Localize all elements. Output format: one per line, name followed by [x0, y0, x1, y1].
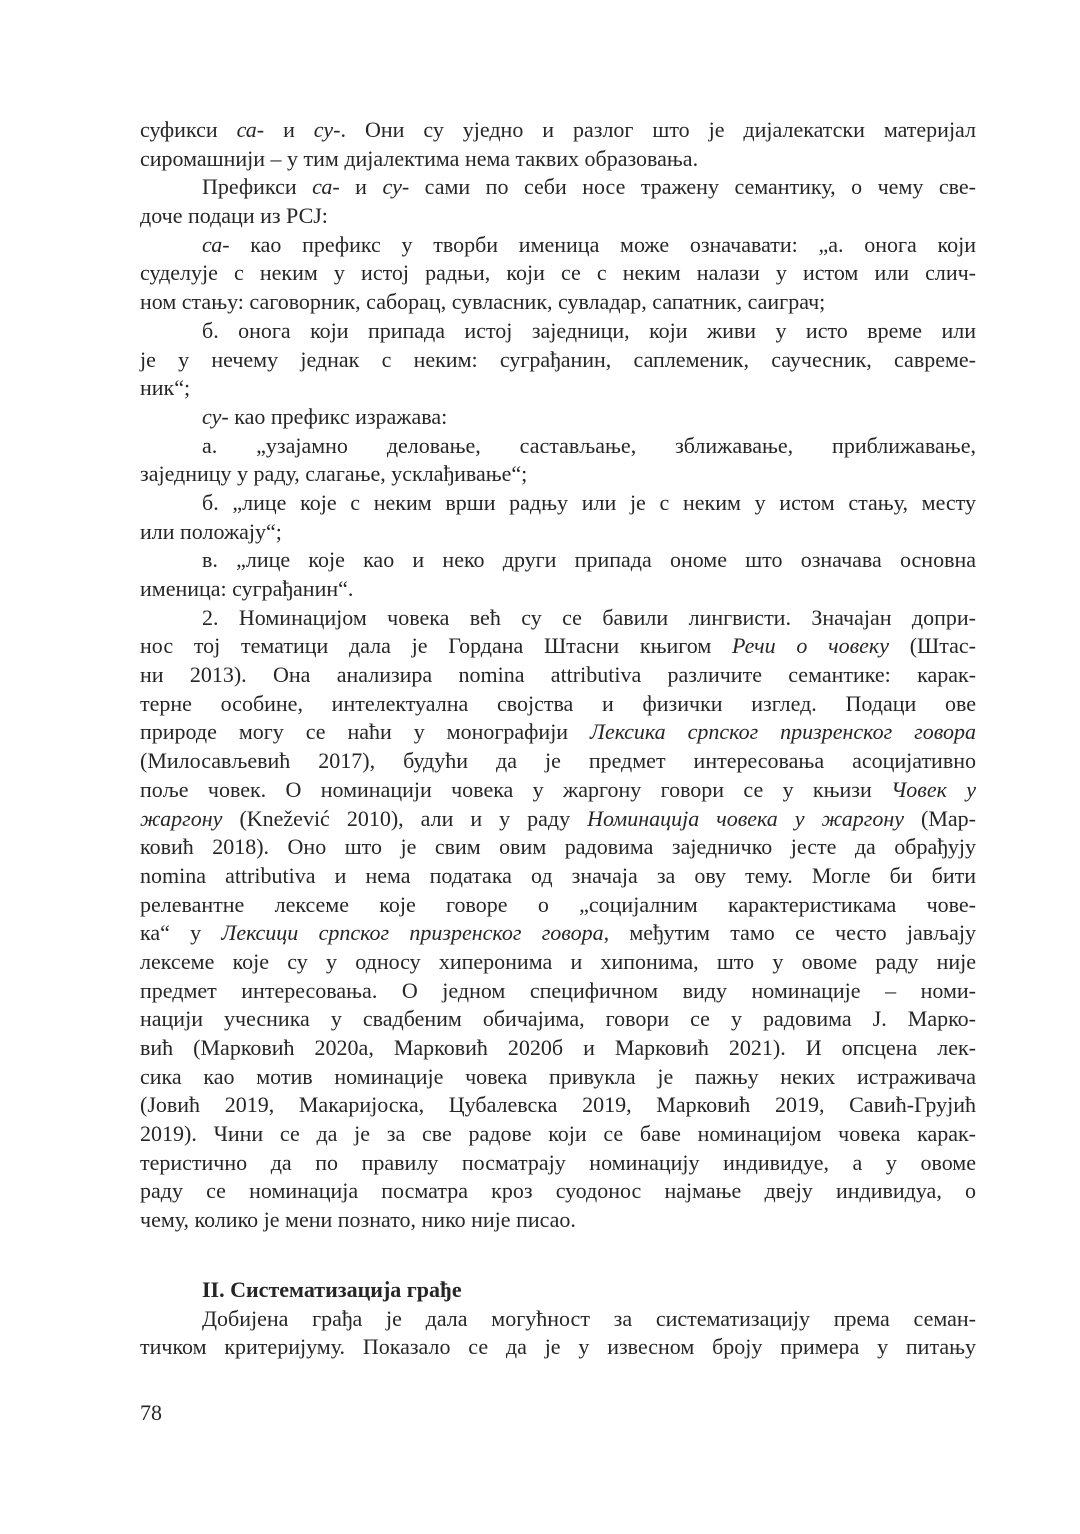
text-line	[140, 1120, 976, 1149]
text-segment: суфикси	[140, 117, 237, 142]
text-segment: . Они су уједно и разлог што је дијалекатски материјал	[340, 117, 976, 142]
text-line	[140, 718, 976, 747]
text-line	[140, 1305, 976, 1334]
italic-text: су-	[313, 117, 341, 142]
text-line	[140, 518, 976, 547]
text-line	[140, 145, 976, 174]
text-segment: 2. Номинацијом човека већ су се бавили лингвисти. Значајан допри-	[202, 604, 976, 630]
text-segment: нос тој тематици дала је Гордана Штасни књигом	[140, 633, 733, 659]
text-segment: ном стању: саговорник, саборац, сувласник, сувладар, сапатник, саиграч;	[140, 289, 826, 315]
text-segment: ковић 2018). Оно што је свим овим радовима заједничко јесте да обрађују	[140, 834, 976, 860]
text-line	[140, 432, 976, 461]
text-line	[140, 632, 976, 661]
text-line	[140, 862, 976, 891]
text-segment: терне особине, интелектуална својства и физички изглед. Подаци ове	[140, 690, 976, 716]
text-line	[140, 546, 976, 575]
text-segment: вић (Марковић 2020а, Марковић 2020б и Марковић 2021). И опсцена лек-	[140, 1035, 976, 1060]
text-segment: и	[264, 117, 314, 142]
text-segment: , међутим тамо се често јављају	[603, 920, 976, 946]
text-segment: чему, колико је мени познато, нико није писао.	[140, 1207, 576, 1233]
text-segment: релевантне лексеме које говоре о „социјалним карактеристикама чове-	[140, 891, 976, 917]
text-line	[140, 575, 976, 604]
text-line	[140, 1063, 976, 1092]
text-segment: тичком критеријуму. Показало се да је у извесном броју примера у питању	[140, 1334, 976, 1360]
text-line	[140, 231, 976, 260]
text-segment: Префикси	[202, 174, 313, 200]
text-line	[140, 202, 976, 231]
text-line	[140, 690, 976, 719]
text-line	[140, 489, 976, 518]
italic-text: Номинација човека у жаргону	[587, 805, 905, 831]
text-segment: 2019). Чини се да је за све радове који се баве номинацијом човека карак-	[140, 1121, 976, 1147]
text-line	[140, 288, 976, 317]
body-paragraphs	[140, 116, 976, 1235]
text-line	[140, 1091, 976, 1120]
text-line	[140, 374, 976, 403]
page-text	[140, 116, 976, 1362]
text-line	[140, 1149, 976, 1178]
text-segment: као префикс у творби именица може означавати: „а. онога који	[229, 231, 976, 257]
text-line	[140, 604, 976, 633]
text-line	[140, 919, 976, 948]
text-segment: б. онога који припада истој заједници, који живи у исто време или	[202, 317, 976, 343]
text-line	[140, 1034, 976, 1063]
text-segment: ник“;	[140, 375, 191, 401]
text-segment: а. „узајамно деловање, састављање, зближавање, приближавање,	[202, 432, 976, 458]
text-segment: ни 2013). Она анализира nomina attributiva различите семантике: карак-	[140, 662, 976, 688]
text-line	[140, 403, 976, 432]
text-line	[140, 460, 976, 489]
text-segment: је у нечему једнак с неким: суграђанин, саплеменик, саучесник, савреме-	[140, 346, 976, 372]
text-segment: раду се номинација посматра кроз суодонос најмање двеју индивидуа, о	[140, 1178, 976, 1204]
text-segment: нацији учесника у свадбеним обичајима, говори се у радовима Ј. Марко-	[140, 1006, 976, 1032]
text-line	[140, 116, 976, 145]
text-segment: (Штас-	[888, 633, 976, 659]
text-segment: сика као мотив номинације човека привукла је пажњу неких истраживача	[140, 1063, 976, 1089]
text-line	[140, 1177, 976, 1206]
text-segment: доче подаци из РСЈ:	[140, 203, 328, 229]
text-segment: Добијена грађа је дала могућност за систематизацију према семан-	[202, 1305, 976, 1331]
text-segment: (Јовић 2019, Макаријоска, Цубалевска 2019, Марковић 2019, Савић-Грујић	[140, 1092, 976, 1118]
text-segment: као префикс изражава:	[228, 403, 448, 429]
italic-text: са-	[312, 174, 340, 200]
page-number: 78	[140, 1400, 162, 1425]
text-segment: предмет интересовања. О једном специфичном виду номинације – номи-	[140, 977, 976, 1003]
section-paragraph	[140, 1305, 976, 1362]
section-heading: II. Систематизација грађе	[202, 1276, 462, 1302]
text-segment: природе могу се наћи у монографији	[140, 719, 591, 745]
text-line	[140, 833, 976, 862]
text-segment: именица: суграђанин“.	[140, 576, 354, 601]
text-line	[140, 747, 976, 776]
text-line	[140, 1206, 976, 1235]
text-line	[140, 1005, 976, 1034]
text-segment: лексеме које су у односу хиперонима и хипонима, што у овоме раду није	[140, 948, 976, 974]
italic-text: Речи о човеку	[732, 633, 889, 659]
text-line	[140, 805, 976, 834]
italic-text: Лексика српског призренског говора	[590, 719, 976, 745]
italic-text: су-	[382, 174, 410, 200]
text-segment: (Милосављевић 2017), будући да је предмет интересовања асоцијативно	[140, 748, 976, 774]
text-segment: (Мар-	[904, 805, 976, 831]
text-segment: теристично да по правилу посматрају номинацију индивидуе, а у овоме	[140, 1149, 976, 1175]
italic-text: су-	[202, 403, 229, 429]
text-line	[140, 259, 976, 288]
text-segment: (Knežević 2010), али и у раду	[222, 805, 588, 831]
text-segment: заједницу у раду, слагање, усклађивање“;	[140, 461, 528, 487]
text-segment: в. „лице које као и неко други припада ономе што означава основна	[202, 547, 976, 573]
text-segment: сиромашнији – у тим дијалектима нема таквих образовања.	[140, 145, 699, 171]
text-line	[140, 661, 976, 690]
text-line	[140, 317, 976, 346]
text-segment: ка“ у	[140, 920, 222, 946]
text-line	[140, 977, 976, 1006]
italic-text: са-	[236, 117, 265, 142]
text-segment: б. „лице које с неким врши радњу или је с неким у истом стању, месту	[202, 489, 976, 515]
italic-text: жаргону	[140, 805, 223, 831]
text-line	[140, 776, 976, 805]
text-line	[140, 891, 976, 920]
text-line	[140, 173, 976, 202]
text-segment: и	[339, 174, 383, 200]
text-segment: nomina attributiva и нема података од значаја за ову тему. Могле би бити	[140, 862, 976, 888]
text-line	[140, 948, 976, 977]
text-segment: суделује с неким у истој радњи, који се с неким налази у истом или слич-	[140, 260, 976, 286]
text-segment: сами по себи носе тражену семантику, о чему све-	[409, 174, 976, 200]
text-segment: или положају“;	[140, 518, 282, 544]
italic-text: Лексици српског призренског говора	[221, 920, 604, 946]
text-line	[140, 346, 976, 375]
italic-text: са-	[202, 231, 230, 257]
italic-text: Човек у	[891, 776, 977, 802]
text-segment: поље човек. О номинацији човека у жаргону говори се у књизи	[140, 776, 892, 802]
text-line	[140, 1333, 976, 1362]
